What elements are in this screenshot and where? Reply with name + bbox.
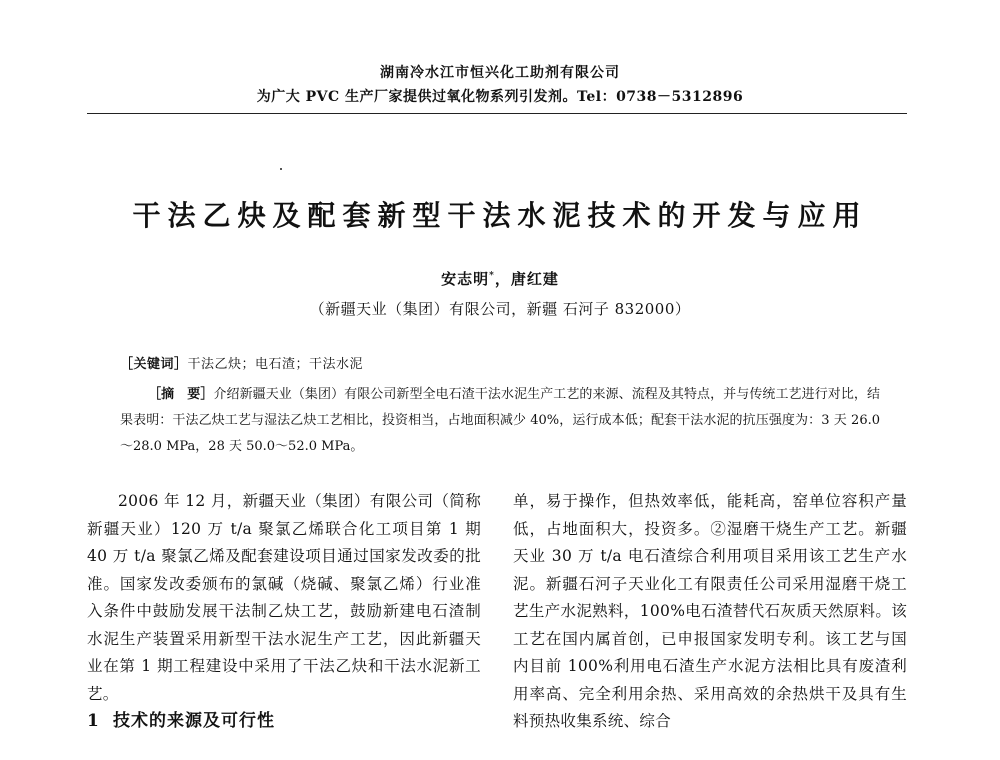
abstract-label: ［摘 要］	[148, 387, 214, 402]
article-authors	[0, 268, 1000, 289]
body-paragraph-intro: 2006 年 12 月，新疆天业（集团）有限公司（简称新疆天业）120 万 t/a 聚氯乙烯联合化工项目第 1 期 40 万 t/a 聚氯乙烯及配套建设项目通过国家发改委的批准。国家发改委颁布的氯碱（烧碱、聚氯乙烯）行业准入条件中鼓励发展干法制乙炔工艺，鼓励新建电石渣制水泥生产装置采用新型干法水泥生产工艺，因此新疆天业在第 1 期工程建设中采用了干法乙炔和干法水泥新工艺。	[87, 492, 481, 703]
stray-mark	[280, 168, 282, 170]
author-primary: 安志明	[441, 270, 490, 288]
header-divider	[87, 113, 907, 114]
article-title: 干法乙炔及配套新型干法水泥技术的开发与应用	[132, 199, 868, 232]
body-paragraph-continued: 单，易于操作，但热效率低，能耗高，窑单位容积产量低，占地面积大，投资多。②湿磨干烧生产工艺。新疆天业 30 万 t/a 电石渣综合利用项目采用该工艺生产水泥。新疆石河子天业化工有限责任公司采用湿磨干烧工艺生产水泥熟料，100%电石渣替代石灰质天然原料。该工艺在国内属首创，已申报国家发明专利。该工艺与国内目前 100%利用电石渣生产水泥方法相比具有废渣利用率高、完全利用余热、采用高效的余热烘干及具有生料预热收集系统、综合	[513, 492, 907, 730]
section-number: 1	[87, 711, 100, 731]
keywords-label: ［关键词］	[120, 357, 188, 372]
section-heading	[87, 708, 481, 736]
journal-header-advert: 为广大 PVC 生产厂家提供过氧化物系列引发剂。Tel：0738－5312896	[256, 89, 744, 105]
author-secondary: ，唐红建	[494, 270, 559, 288]
abstract	[120, 382, 880, 460]
journal-header-company: 湖南冷水江市恒兴化工助剂有限公司	[380, 65, 620, 81]
body-right-column	[513, 488, 907, 736]
section-title: 技术的来源及可行性	[113, 711, 275, 731]
keywords	[120, 353, 363, 372]
abstract-text: 介绍新疆天业（集团）有限公司新型全电石渣干法水泥生产工艺的来源、流程及其特点，并与传统工艺进行对比，结果表明：干法乙炔工艺与湿法乙炔工艺相比，投资相当，占地面积减少 40%，运行成本低；配套干法水泥的抗压强度为：3 天 26.0～28.0 MPa，28 天 50.0～52.0 MPa。	[120, 387, 880, 454]
keywords-text: 干法乙炔；电石渣；干法水泥	[187, 357, 364, 372]
author-affiliation: （新疆天业（集团）有限公司，新疆 石河子 832000）	[309, 300, 691, 318]
author-mark: *	[489, 271, 495, 281]
body-left-column	[87, 488, 481, 736]
